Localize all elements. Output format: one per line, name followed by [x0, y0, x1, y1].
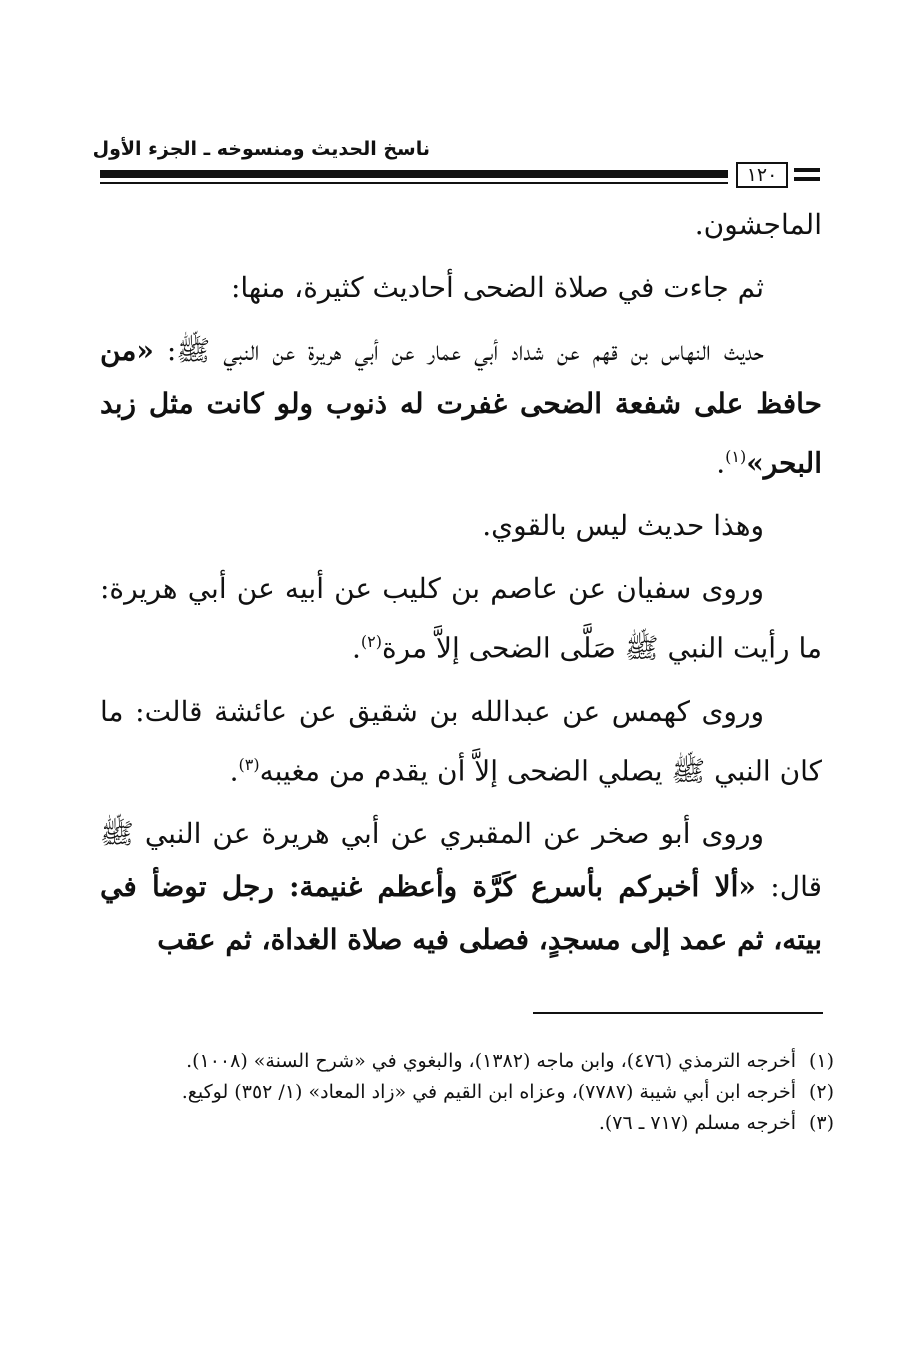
header-rule-thick	[100, 170, 728, 178]
footnote-divider	[533, 1012, 823, 1014]
footnote-ref: (١)	[725, 447, 747, 466]
footnote-text: أخرجه الترمذي (٤٧٦)، وابن ماجه (١٣٨٢)، والبغوي في «شرح السنة» (١٠٠٨).	[186, 1050, 796, 1072]
paragraph-text: ثم جاءت في صلاة الضحى أحاديث كثيرة، منها:	[230, 271, 764, 304]
footnote-text: أخرجه مسلم (٧١٧ ـ ٧٦).	[598, 1112, 796, 1134]
paragraph-text: وروى أبو صخر عن المقبري عن أبي هريرة عن النبي ﷺ قال:	[100, 816, 823, 903]
header-rule-thin	[100, 182, 728, 184]
footnote-ref: (٢)	[360, 632, 382, 652]
paragraph-2	[100, 261, 822, 314]
footnote-3	[100, 1108, 834, 1139]
hadith-quote: «من حافظ على شفعة الضحى غفرت له ذنوب ولو كانت مثل زبد البحر»	[100, 334, 822, 480]
footnote-number: (٣)	[808, 1112, 834, 1134]
paragraph-text: وروى سفيان عن عاصم بن كليب عن أبيه عن أبي هريرة: ما رأيت النبي ﷺ صَلَّى الضحى إلاَّ مرة	[100, 572, 822, 665]
main-text	[100, 198, 822, 976]
footnote-ref: (٣)	[238, 754, 260, 774]
footnote-number: (١)	[808, 1050, 834, 1072]
header-title: ناسخ الحديث ومنسوخه ـ الجزء الأول	[92, 138, 430, 160]
paragraph-text: وروى كهمس عن عبدالله بن شقيق عن عائشة قالت: ما كان النبي ﷺ يصلي الضحى إلاَّ أن يقدم من مغيبه	[100, 694, 822, 787]
footnote-text: أخرجه ابن أبي شيبة (٧٧٨٧)، وعزاه ابن القيم في «زاد المعاد» (١/ ٣٥٢) لوكيع.	[181, 1081, 796, 1103]
paragraph-text: وهذا حديث ليس بالقوي.	[482, 509, 764, 543]
paragraph-7	[100, 807, 822, 966]
paragraph-6	[100, 685, 822, 797]
header-rule-right-top	[794, 168, 820, 172]
paragraph-5	[100, 562, 822, 674]
paragraph-1	[100, 198, 822, 251]
paragraph-text: حديث النهاس بن قهم عن شداد أبي عمار عن أبي هريرة عن النبي ﷺ:	[153, 334, 764, 367]
footnote-1	[100, 1046, 834, 1077]
paragraph-text: الماجشون.	[694, 208, 822, 241]
paragraph-suffix: .	[229, 753, 239, 787]
header-rule-right-bottom	[794, 177, 820, 181]
paragraph-3	[100, 324, 822, 489]
paragraph-suffix: .	[716, 446, 726, 480]
footnotes	[100, 1046, 834, 1139]
page-number: ١٢٠	[736, 162, 788, 188]
paragraph-4	[100, 499, 822, 552]
footnote-number: (٢)	[808, 1081, 834, 1103]
paragraph-suffix: .	[351, 631, 361, 665]
hadith-quote: «ألا أخبركم بأسرع كَرَّة وأعظم غنيمة: رجل توضأ في بيته، ثم عمد إلى مسجدٍ، فصلى فيه صلاة الغداة، ثم عقب	[100, 869, 822, 956]
footnote-2	[100, 1077, 834, 1108]
